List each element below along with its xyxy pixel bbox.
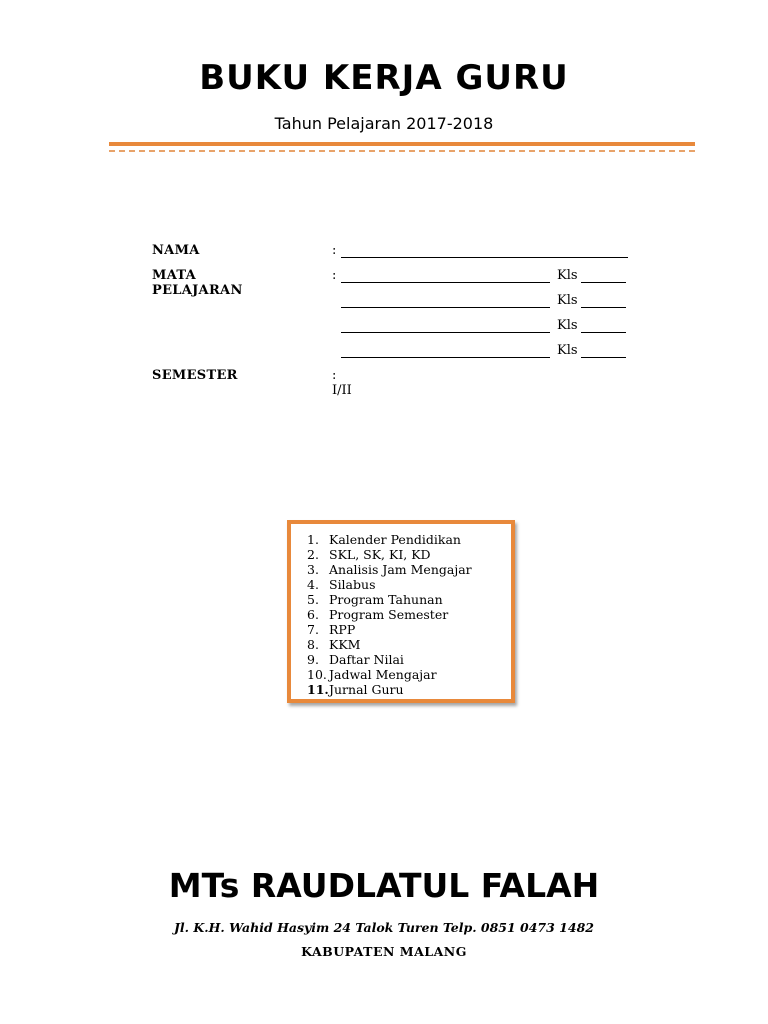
contents-box — [287, 520, 515, 703]
school-address: Jl. K.H. Wahid Hasyim 24 Talok Turen Telp. 0851 0473 1482 — [174, 920, 594, 935]
list-item-label: SKL, SK, KI, KD — [329, 547, 431, 562]
list-item — [307, 577, 472, 592]
list-item-number: 5. — [307, 592, 319, 607]
document-title: BUKU KERJA GURU — [199, 58, 569, 98]
mapel-blank-line-1[interactable] — [341, 270, 550, 283]
nama-blank-line[interactable] — [341, 245, 628, 258]
mapel-label: MATA PELAJARAN — [152, 268, 243, 298]
list-item-label: Daftar Nilai — [329, 652, 404, 667]
list-item — [307, 667, 472, 682]
academic-year: Tahun Pelajaran 2017-2018 — [274, 114, 494, 133]
contents-list — [307, 532, 472, 697]
list-item-label: Silabus — [329, 577, 376, 592]
mapel-blank-line-4[interactable] — [341, 345, 550, 358]
kls-label-3: Kls — [557, 318, 578, 333]
kls-label-4: Kls — [557, 343, 578, 358]
list-item-label: Jurnal Guru — [329, 682, 404, 697]
mapel-colon: : — [332, 268, 337, 283]
list-item-label: Program Tahunan — [329, 592, 443, 607]
semester-value: : I/II — [332, 368, 352, 398]
list-item — [307, 562, 472, 577]
list-item-number: 3. — [307, 562, 319, 577]
kls-blank-line-1[interactable] — [581, 270, 626, 283]
list-item-number: 1. — [307, 532, 319, 547]
kls-blank-line-2[interactable] — [581, 295, 626, 308]
list-item-label: Analisis Jam Mengajar — [329, 562, 472, 577]
kls-label-1: Kls — [557, 268, 578, 283]
list-item-number: 2. — [307, 547, 319, 562]
kls-label-2: Kls — [557, 293, 578, 308]
school-name: MTs RAUDLATUL FALAH — [168, 866, 600, 905]
kls-blank-line-4[interactable] — [581, 345, 626, 358]
list-item — [307, 637, 472, 652]
list-item-label: Jadwal Mengajar — [329, 667, 437, 682]
list-item — [307, 652, 472, 667]
list-item — [307, 682, 472, 697]
list-item-label: Program Semester — [329, 607, 449, 622]
list-item-number: 4. — [307, 577, 319, 592]
school-district: KABUPATEN MALANG — [301, 944, 467, 959]
mapel-blank-line-2[interactable] — [341, 295, 550, 308]
list-item-label: Kalender Pendidikan — [329, 532, 461, 547]
list-item-label: RPP — [329, 622, 356, 637]
list-item — [307, 622, 472, 637]
list-item-number: 9. — [307, 652, 319, 667]
list-item-label: KKM — [329, 637, 361, 652]
list-item — [307, 532, 472, 547]
list-item — [307, 547, 472, 562]
list-item — [307, 592, 472, 607]
list-item — [307, 607, 472, 622]
list-item-number: 11. — [307, 682, 329, 697]
list-item-number: 8. — [307, 637, 319, 652]
list-item-number: 10. — [307, 667, 327, 682]
kls-blank-line-3[interactable] — [581, 320, 626, 333]
header-divider-solid — [109, 142, 695, 146]
header-divider-dashed — [109, 150, 695, 152]
list-item-number: 6. — [307, 607, 319, 622]
nama-label: NAMA — [152, 243, 200, 258]
semester-label: SEMESTER — [152, 368, 238, 383]
list-item-number: 7. — [307, 622, 319, 637]
mapel-blank-line-3[interactable] — [341, 320, 550, 333]
nama-colon: : — [332, 243, 337, 258]
